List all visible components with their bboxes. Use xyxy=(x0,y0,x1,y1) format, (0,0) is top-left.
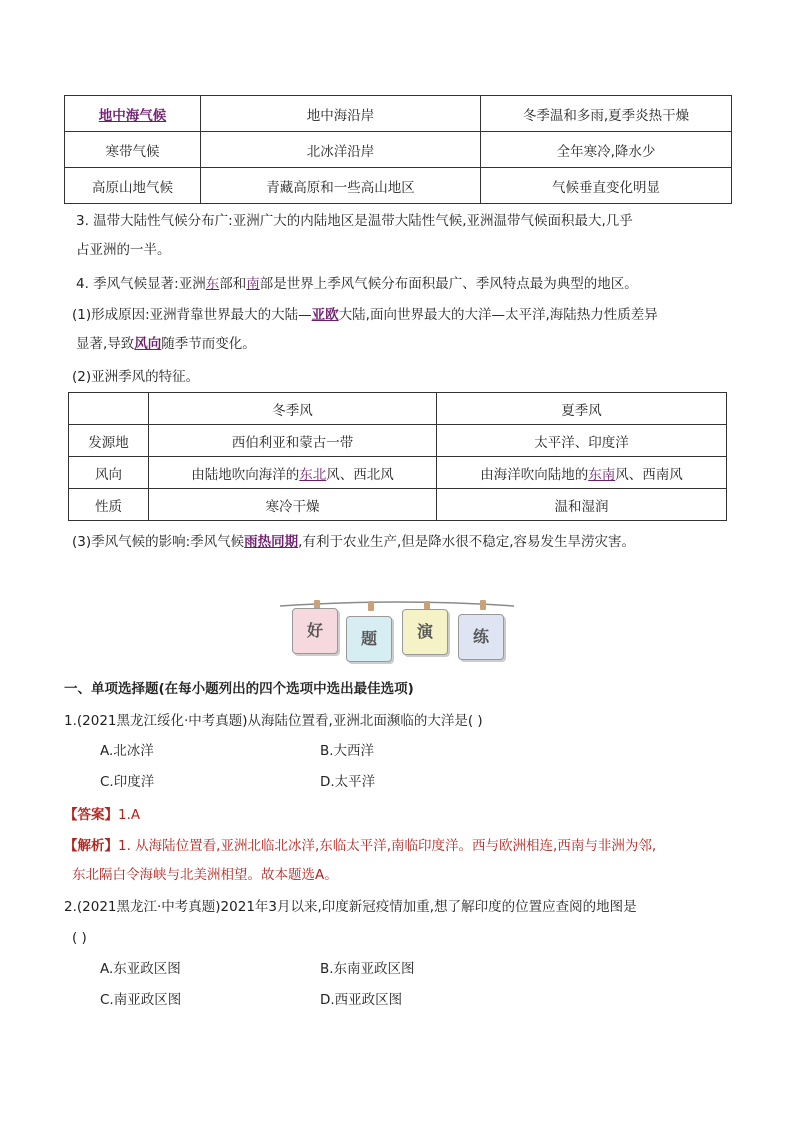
answer-tag: 【答案】 xyxy=(64,807,118,823)
q1-analysis-line2: 东北隔白令海峡与北美洲相望。故本题选A。 xyxy=(72,867,338,883)
wind-direction-link[interactable]: 风向 xyxy=(134,336,162,352)
climate-region-cell: 北冰洋沿岸 xyxy=(201,132,481,168)
p41-line2-suffix: 随季节而变化。 xyxy=(161,336,256,352)
southeast-link[interactable]: 东南 xyxy=(588,466,616,483)
paragraph-3-line2: 占亚洲的一半。 xyxy=(76,242,171,258)
paragraph-4-2: (2)亚洲季风的特征。 xyxy=(72,369,200,385)
summer-cell: 太平洋、印度洋 xyxy=(437,425,727,457)
south-link[interactable]: 南 xyxy=(246,276,260,292)
p4-suffix: 部是世界上季风气候分布面积最广、季风特点最为典型的地区。 xyxy=(259,276,638,292)
summer-cell: 温和湿润 xyxy=(437,489,727,521)
paragraph-4-1-line2 xyxy=(76,335,256,353)
paragraph-4-1-line1 xyxy=(72,306,658,324)
climate-table xyxy=(64,95,732,204)
summer-cell xyxy=(437,457,727,489)
q2-option-d[interactable]: D.西亚政区图 xyxy=(320,992,403,1008)
header-cell-empty xyxy=(69,393,149,425)
q1-stem: 1.(2021黑龙江绥化·中考真题)从海陆位置看,亚洲北面濒临的大洋是( ) xyxy=(64,713,483,729)
answer-text: 1.A xyxy=(118,807,141,823)
winter-suffix: 风、西北风 xyxy=(326,466,394,483)
banner-card: 演 xyxy=(402,609,448,655)
banner-card: 练 xyxy=(458,614,504,660)
banner-card: 题 xyxy=(346,616,392,662)
climate-feature-cell: 全年寒冷,降水少 xyxy=(481,132,732,168)
climate-feature-cell: 气候垂直变化明显 xyxy=(481,168,732,204)
p4-prefix: 4. 季风气候显著:亚洲 xyxy=(76,276,206,292)
q2-option-a[interactable]: A.东亚政区图 xyxy=(100,961,181,977)
q1-analysis-line1 xyxy=(64,837,656,855)
paragraph-4 xyxy=(76,275,638,293)
p43-suffix: ,有利于农业生产,但是降水很不稳定,容易发生旱涝灾害。 xyxy=(298,534,636,550)
clip-icon xyxy=(368,601,374,611)
climate-type-link[interactable]: 地中海气候 xyxy=(98,107,167,124)
climate-type-cell: 高原山地气候 xyxy=(65,168,201,204)
table-row xyxy=(65,132,732,168)
climate-region-cell: 青藏高原和一些高山地区 xyxy=(201,168,481,204)
winter-cell: 西伯利亚和蒙古一带 xyxy=(149,425,437,457)
paragraph-3-line1: 3. 温带大陆性气候分布广:亚洲广大的内陆地区是温带大陆性气候,亚洲温带气候面积最大,几乎 xyxy=(76,213,633,229)
climate-feature-cell: 冬季温和多雨,夏季炎热干燥 xyxy=(481,96,732,132)
q2-option-b[interactable]: B.东南亚政区图 xyxy=(320,961,415,977)
q2-stem-line2: ( ) xyxy=(72,930,87,946)
p41-line2-prefix: 显著,导致 xyxy=(76,336,135,352)
header-summer: 夏季风 xyxy=(437,393,727,425)
section-heading: 一、单项选择题(在每小题列出的四个选项中选出最佳选项) xyxy=(64,681,414,697)
climate-region-cell: 地中海沿岸 xyxy=(201,96,481,132)
summer-prefix: 由海洋吹向陆地的 xyxy=(480,466,589,483)
analysis-text: 1. 从海陆位置看,亚洲北临北冰洋,东临太平洋,南临印度洋。西与欧洲相连,西南与非洲为邻, xyxy=(118,838,657,854)
eurasia-link[interactable]: 亚欧 xyxy=(311,307,339,323)
row-label: 性质 xyxy=(69,489,149,521)
table-row xyxy=(69,457,727,489)
table-row xyxy=(69,489,727,521)
winter-cell: 寒冷干燥 xyxy=(149,489,437,521)
p41-prefix: (1)形成原因:亚洲背靠世界最大的大陆— xyxy=(72,307,312,323)
summer-suffix: 风、西南风 xyxy=(615,466,683,483)
q1-option-b[interactable]: B.大西洋 xyxy=(320,743,375,759)
table-row xyxy=(65,168,732,204)
clip-icon xyxy=(480,600,486,610)
header-winter: 冬季风 xyxy=(149,393,437,425)
rain-heat-link[interactable]: 雨热同期 xyxy=(244,534,299,550)
row-label: 风向 xyxy=(69,457,149,489)
q2-option-c[interactable]: C.南亚政区图 xyxy=(100,992,182,1008)
monsoon-table xyxy=(68,392,727,521)
table-header-row xyxy=(69,393,727,425)
analysis-tag: 【解析】 xyxy=(64,838,118,854)
q1-option-d[interactable]: D.太平洋 xyxy=(320,774,376,790)
table-row xyxy=(69,425,727,457)
p43-prefix: (3)季风气候的影响:季风气候 xyxy=(72,534,245,550)
climate-type-cell xyxy=(65,96,201,132)
p41-suffix: 大陆,面向世界最大的大洋—太平洋,海陆热力性质差异 xyxy=(338,307,658,323)
winter-prefix: 由陆地吹向海洋的 xyxy=(191,466,300,483)
q1-option-c[interactable]: C.印度洋 xyxy=(100,774,155,790)
practice-banner xyxy=(278,596,516,666)
q1-option-a[interactable]: A.北冰洋 xyxy=(100,743,154,759)
q2-stem-line1: 2.(2021黑龙江·中考真题)2021年3月以来,印度新冠疫情加重,想了解印度的位置应查阅的地图是 xyxy=(64,899,637,915)
q1-answer xyxy=(64,806,140,824)
p4-mid: 部和 xyxy=(219,276,247,292)
climate-type-cell: 寒带气候 xyxy=(65,132,201,168)
east-link[interactable]: 东 xyxy=(205,276,220,292)
paragraph-4-3 xyxy=(72,533,635,551)
winter-cell xyxy=(149,457,437,489)
table-row xyxy=(65,96,732,132)
row-label: 发源地 xyxy=(69,425,149,457)
northeast-link[interactable]: 东北 xyxy=(299,466,327,483)
banner-card: 好 xyxy=(292,608,338,654)
